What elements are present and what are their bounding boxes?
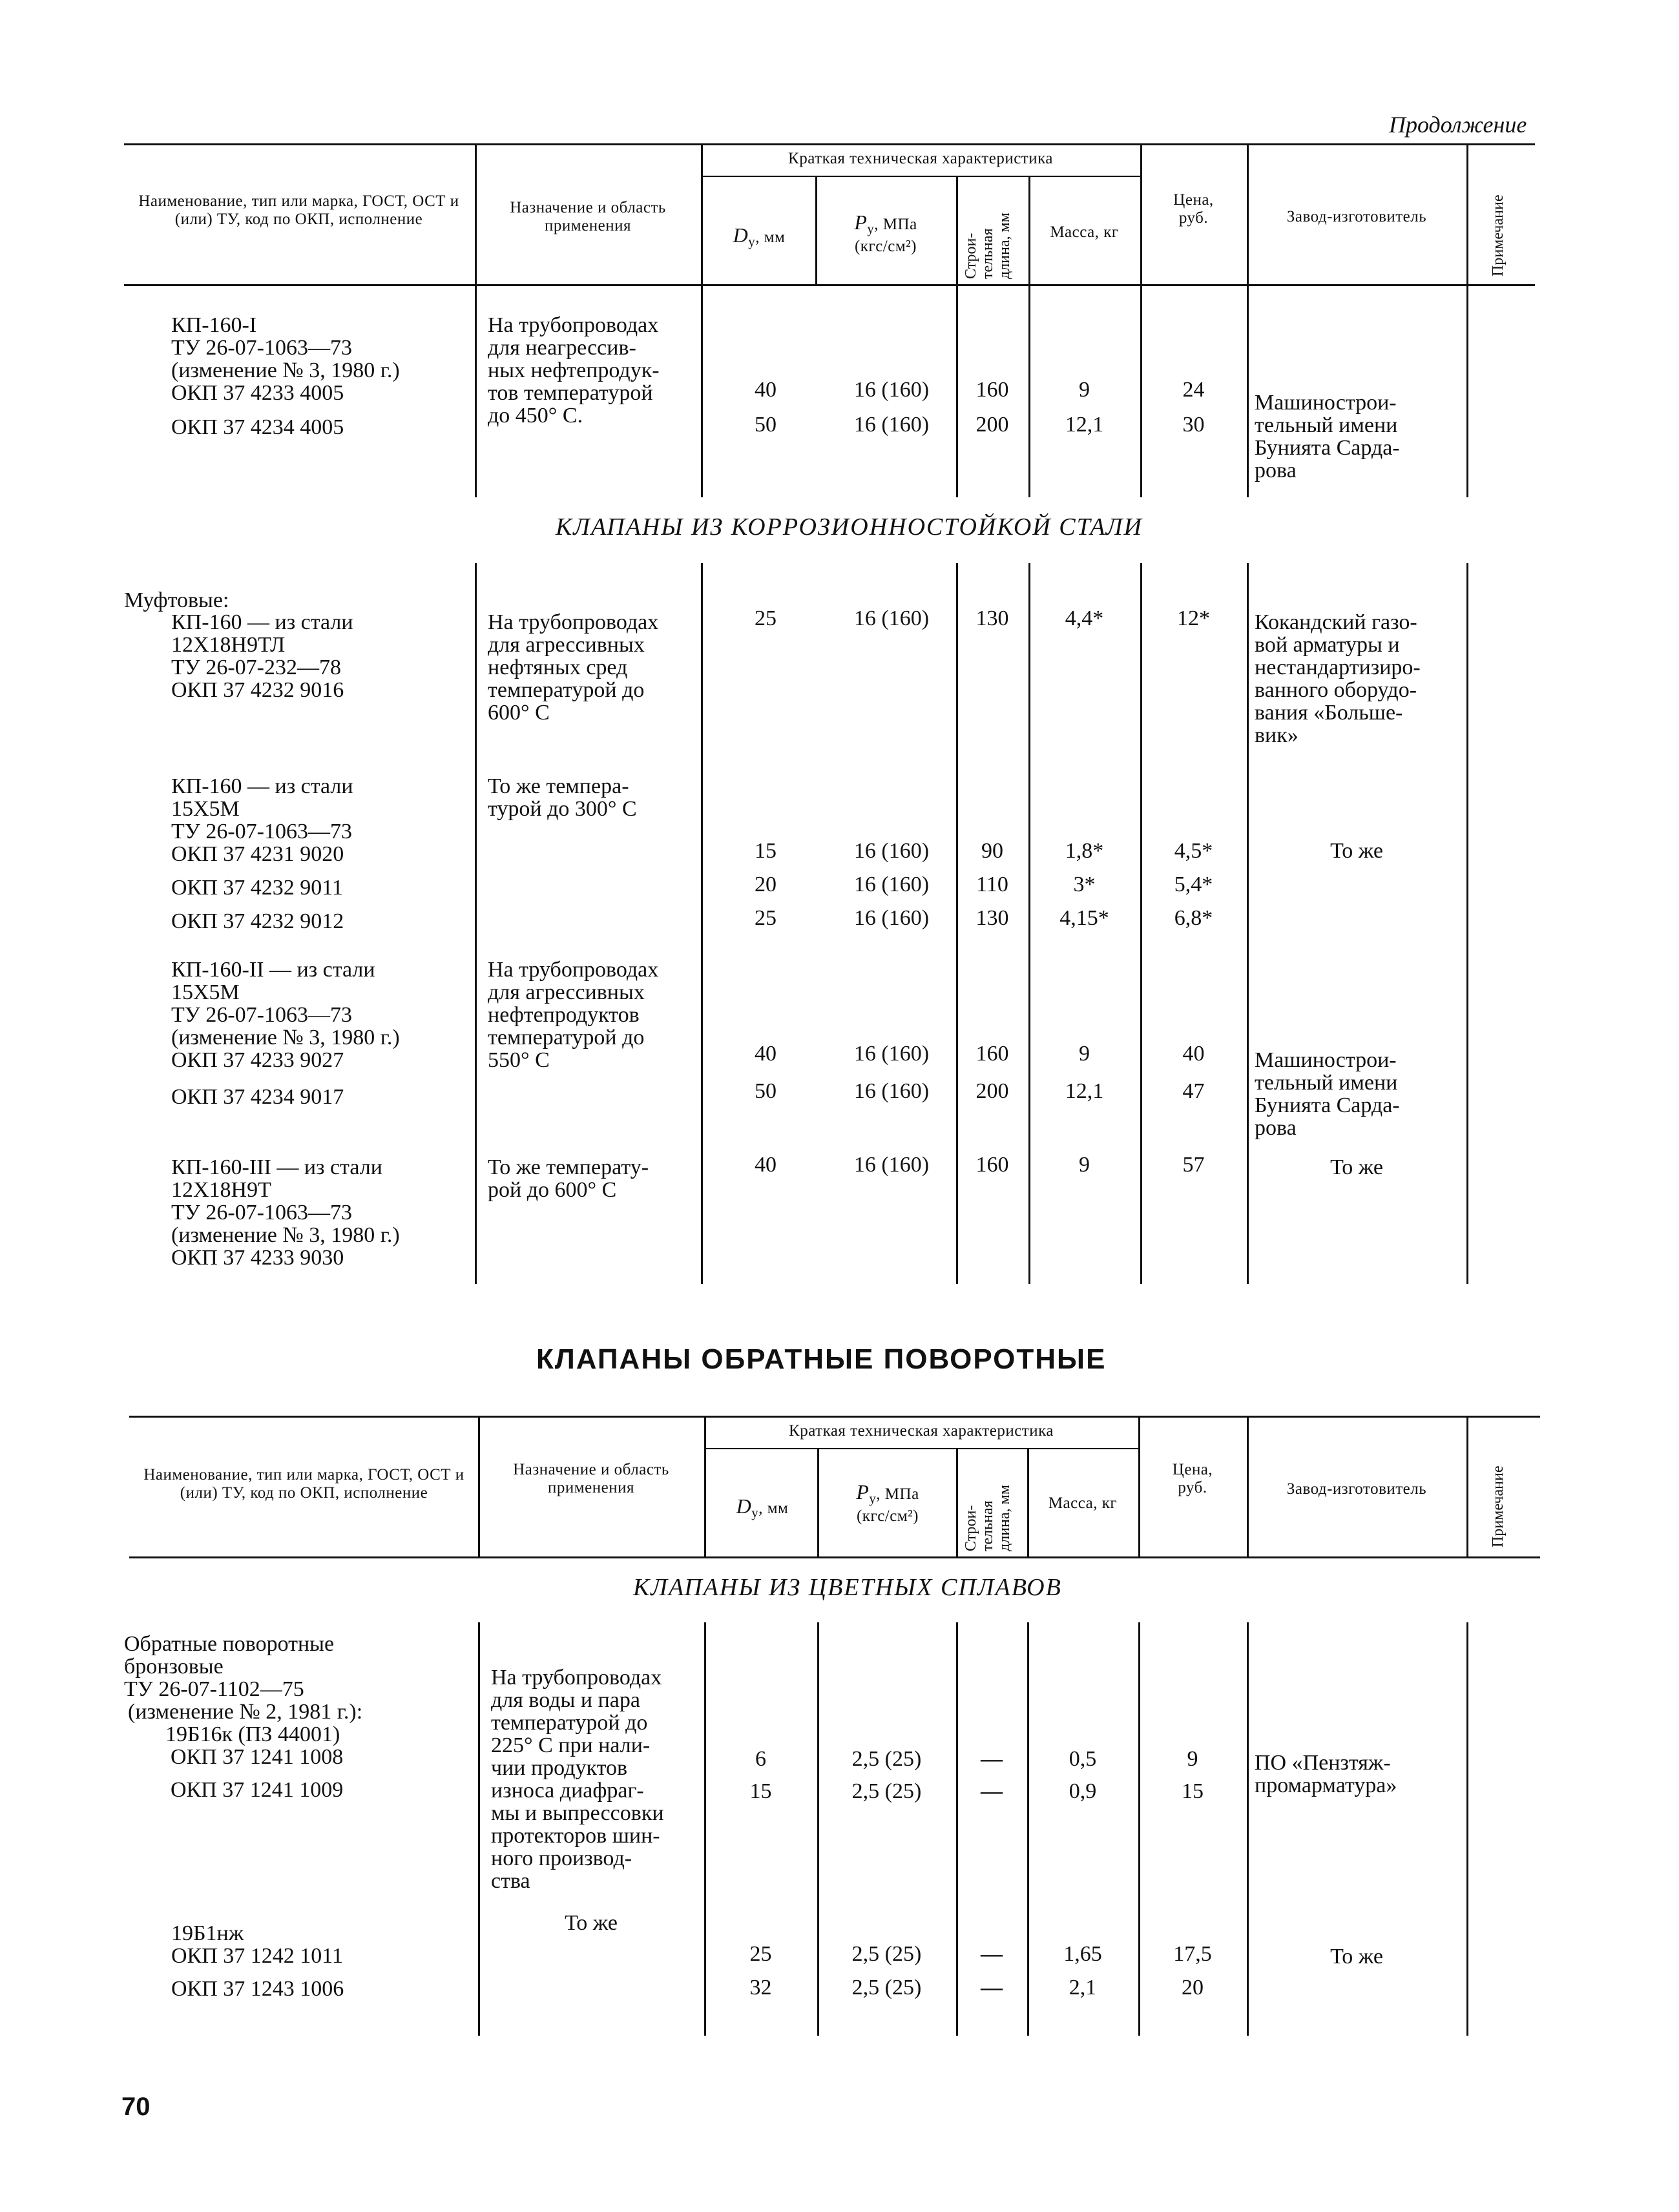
- cell-price: 57: [1182, 1153, 1205, 1177]
- cell-price: 4,5* 5,4* 6,8*: [1174, 839, 1213, 930]
- header-py: $P_у$, МПа (кгс/см²): [856, 1480, 919, 1525]
- cell-mass: 0,5 0,9: [1069, 1747, 1097, 1803]
- header-maker: Завод-изготовитель: [1286, 208, 1427, 225]
- cell-maker: То же: [1330, 1155, 1383, 1179]
- table-row-purpose: То же температу- рой до 600° С: [488, 1155, 649, 1202]
- section-title-alloys: КЛАПАНЫ ИЗ ЦВЕТНЫХ СПЛАВОВ: [633, 1574, 1062, 1601]
- cell-length: — —: [981, 1942, 1003, 2000]
- cell-length: 130: [975, 606, 1009, 630]
- page-number: 70: [121, 2093, 151, 2121]
- cell-maker: Машинострои- тельный имени Бунията Сарда- рова: [1255, 1048, 1400, 1140]
- cell-price: 24 30: [1182, 378, 1205, 437]
- cell-py: 16 (160): [853, 1153, 930, 1177]
- header-maker: Завод-изготовитель: [1286, 1480, 1427, 1498]
- cell-maker: То же: [1330, 1945, 1383, 1969]
- cell-mass: 9: [1079, 1153, 1090, 1177]
- cell-maker: Машинострои- тельный имени Бунията Сарда- рова: [1255, 391, 1400, 482]
- cell-mass: 4,4*: [1065, 606, 1104, 630]
- header-tech: Краткая техническая характеристика: [788, 150, 1053, 167]
- cell-dy: 25: [755, 606, 777, 630]
- cell-py: 16 (160) 16 (160): [853, 378, 930, 437]
- table-row-purpose: То же: [565, 1911, 618, 1935]
- header-name: Наименование, тип или марка, ГОСТ, ОСТ и (или) ТУ, код по ОКП, исполнение: [143, 1466, 464, 1502]
- cell-maker: ПО «Пензтяж- промарматура»: [1255, 1751, 1397, 1797]
- header-price: Цена, руб.: [1172, 1461, 1213, 1496]
- header-dy: $D_у$, мм: [733, 223, 786, 249]
- cell-price: 40 47: [1182, 1042, 1205, 1103]
- cell-dy: 6 15: [749, 1747, 772, 1803]
- section-title-steel: КЛАПАНЫ ИЗ КОРРОЗИОННОСТОЙКОЙ СТАЛИ: [556, 513, 1143, 541]
- group-label-muftovye: Муфтовые:: [124, 588, 229, 612]
- table-row-purpose: На трубопроводах для неагрессив- ных нефтепродук- тов температурой до 450° С.: [488, 313, 660, 428]
- cell-py: 16 (160) 16 (160): [853, 1042, 930, 1103]
- cell-mass: 9 12,1: [1065, 1042, 1104, 1103]
- header-note: Примечание: [1490, 1465, 1507, 1547]
- table-row-purpose: То же темпера- турой до 300° С: [488, 774, 637, 821]
- table-row-name: КП-160 — из стали 15Х5М ТУ 26-07-1063—73 ОКП 37 4231 9020 ОКП 37 4232 9011 ОКП 37 4232 9012: [171, 774, 353, 933]
- cell-py: 2,5 (25) 2,5 (25): [851, 1747, 922, 1803]
- table-row-name: КП-160-III — из стали 12Х18Н9Т ТУ 26-07-1063—73 (изменение № 3, 1980 г.) ОКП 37 4233 9030: [171, 1155, 400, 1270]
- table-row-name: 19Б1нж ОКП 37 1242 1011 ОКП 37 1243 1006: [171, 1921, 344, 2001]
- cell-length: 160: [975, 1153, 1009, 1177]
- header-purpose: Назначение и область применения: [510, 199, 666, 234]
- cell-dy: 25 32: [749, 1942, 772, 2000]
- cell-py: 16 (160) 16 (160) 16 (160): [853, 839, 930, 930]
- cell-length: 160 200: [975, 378, 1009, 437]
- cell-length: 160 200: [975, 1042, 1009, 1103]
- cell-mass: 1,8* 3* 4,15*: [1059, 839, 1109, 930]
- cell-maker: То же: [1330, 839, 1383, 863]
- cell-length: 90 110 130: [975, 839, 1009, 930]
- header-price: Цена, руб.: [1173, 191, 1214, 227]
- cell-maker: Кокандский газо- вой арматуры и нестандартизиро- ванного оборудо- вания «Больше- вик»: [1255, 610, 1421, 747]
- table-row-name: КП-160-II — из стали 15Х5М ТУ 26-07-1063—73 (изменение № 3, 1980 г.) ОКП 37 4233 9027 ОКП 37 4234 9017: [171, 958, 400, 1109]
- page-title: КЛАПАНЫ ОБРАТНЫЕ ПОВОРОТНЫЕ: [536, 1343, 1107, 1375]
- cell-price: 12*: [1177, 606, 1210, 630]
- header-length: Строи- тельная длина, мм: [963, 212, 1013, 279]
- cell-py: 2,5 (25) 2,5 (25): [851, 1942, 922, 2000]
- table-row-name: КП-160 — из стали 12Х18Н9ТЛ ТУ 26-07-232—78 ОКП 37 4232 9016: [171, 610, 353, 702]
- table-row-name: КП-160-I ТУ 26-07-1063—73 (изменение № 3, 1980 г.) ОКП 37 4233 4005 ОКП 37 4234 4005: [171, 313, 400, 439]
- cell-dy: 15 20 25: [755, 839, 777, 930]
- header-purpose: Назначение и область применения: [513, 1461, 669, 1496]
- table-row-purpose: На трубопроводах для воды и пара температурой до 225° С при нали- чии продуктов износа диафраг- мы и выпрессовки протекторов шин- ного производ- ства: [491, 1666, 664, 1893]
- header-mass: Масса, кг: [1050, 223, 1119, 241]
- continuation-label: Продолжение: [1389, 112, 1527, 138]
- cell-price: 9 15: [1182, 1747, 1204, 1803]
- header-dy: $D_у$, мм: [736, 1494, 789, 1520]
- header-note: Примечание: [1490, 194, 1507, 276]
- cell-mass: 1,65 2,1: [1063, 1942, 1102, 2000]
- table-row-purpose: На трубопроводах для агрессивных нефтепродуктов температурой до 550° С: [488, 958, 659, 1072]
- cell-dy: 40: [755, 1153, 777, 1177]
- cell-length: — —: [981, 1747, 1003, 1803]
- header-name: Наименование, тип или марка, ГОСТ, ОСТ и (или) ТУ, код по ОКП, исполнение: [138, 192, 459, 228]
- cell-dy: 40 50: [755, 378, 777, 437]
- table-row-name: Обратные поворотные бронзовые ТУ 26-07-1102—75 (изменение № 2, 1981 г.): 19Б16к (ПЗ 44001) ОКП 37 1241 1008 ОКП 37 1241 1009: [124, 1632, 363, 1802]
- cell-price: 17,5 20: [1173, 1942, 1212, 2000]
- table-row-purpose: На трубопроводах для агрессивных нефтяных сред температурой до 600° С: [488, 610, 659, 725]
- header-mass: Масса, кг: [1048, 1494, 1118, 1512]
- header-length: Строи- тельная длина, мм: [963, 1485, 1013, 1551]
- header-tech: Краткая техническая характеристика: [789, 1422, 1054, 1440]
- header-py: $P_у$, МПа (кгс/см²): [854, 211, 917, 255]
- cell-mass: 9 12,1: [1065, 378, 1104, 437]
- cell-dy: 40 50: [755, 1042, 777, 1103]
- cell-py: 16 (160): [853, 606, 930, 630]
